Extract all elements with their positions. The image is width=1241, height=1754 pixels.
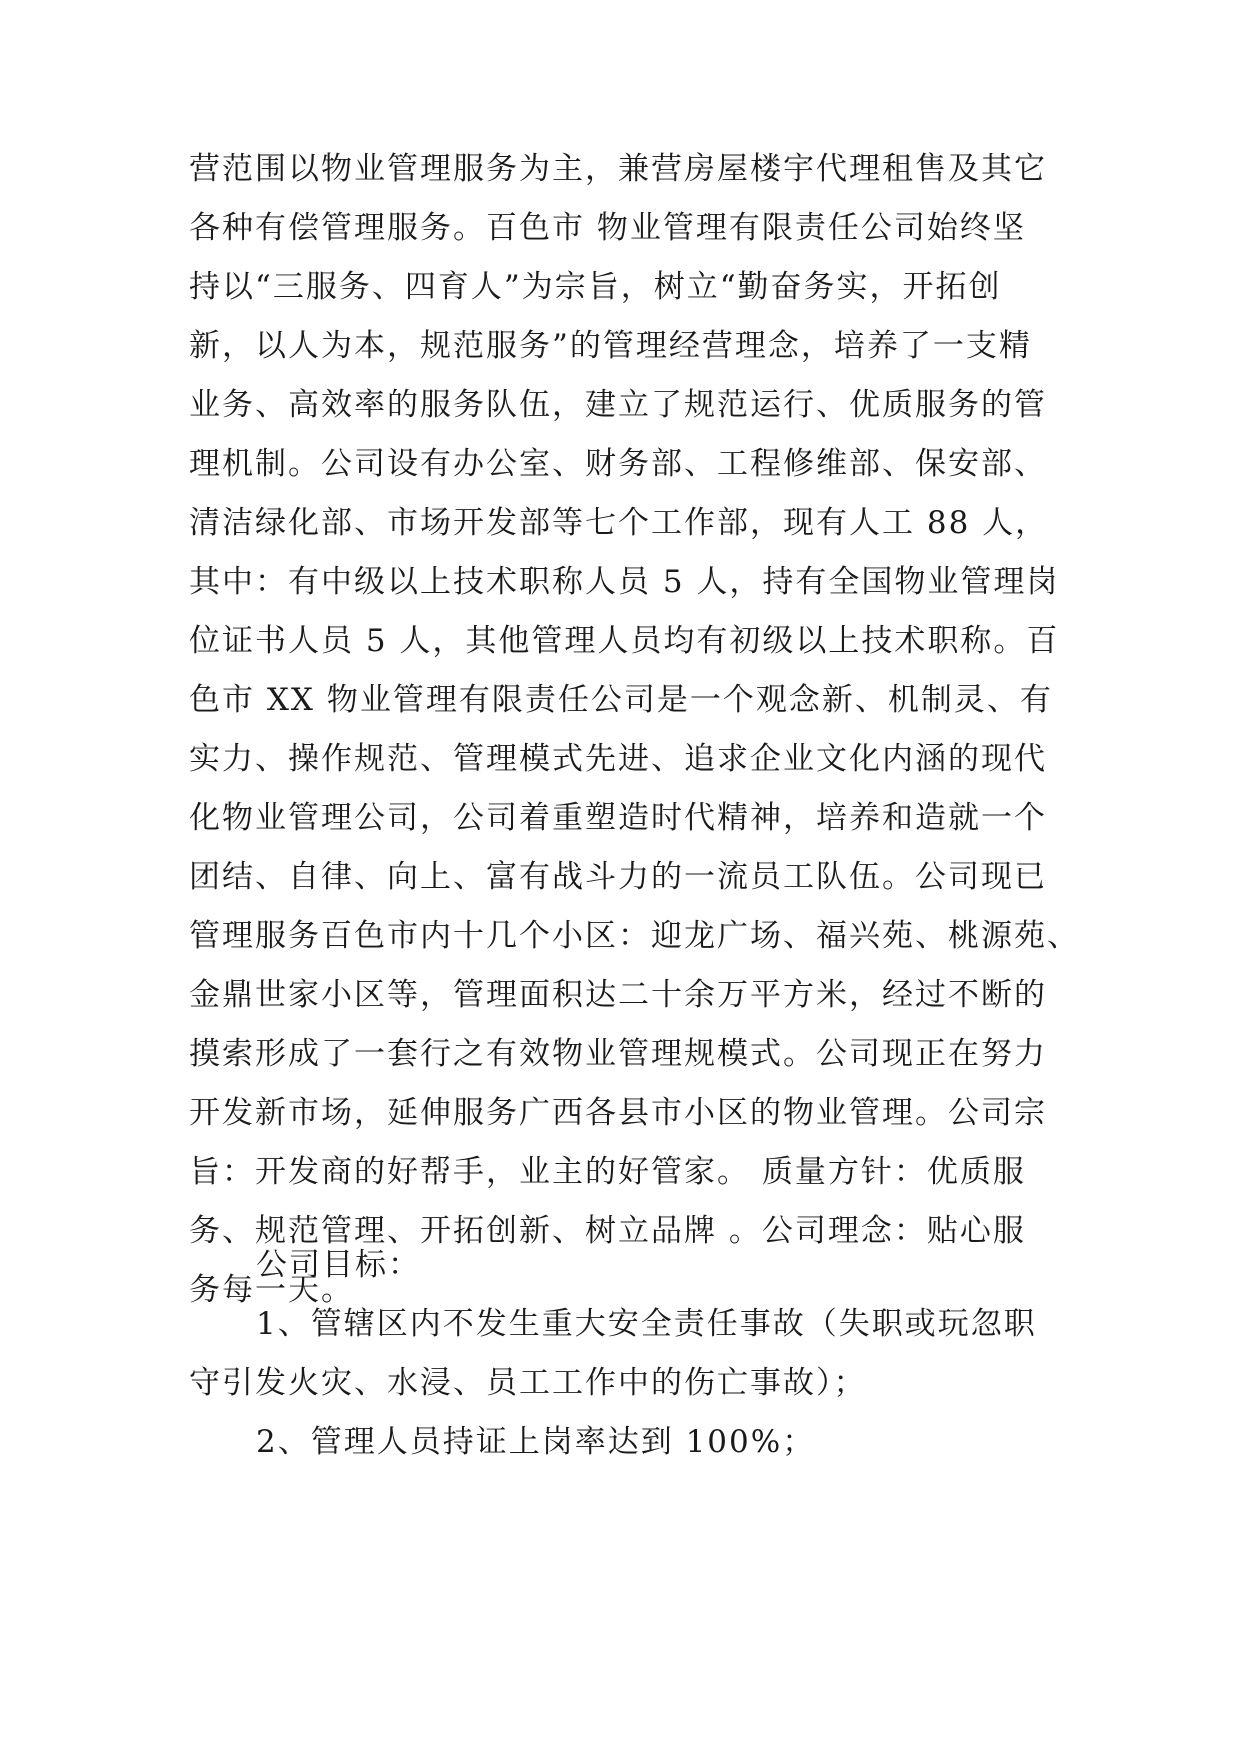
goal-line: 2、管理人员持证上岗率达到 100%； <box>256 1424 816 1460</box>
paragraph-line: 化物业管理公司，公司着重塑造时代精神，培养和造就一个 <box>189 800 1047 836</box>
paragraph-line: 各种有偿管理服务。百色市 物业管理有限责任公司始终坚 <box>189 210 1026 246</box>
paragraph-line: 旨：开发商的好帮手，业主的好管家。 质量方针：优质服 <box>189 1154 1026 1190</box>
goals-section <box>189 1236 1069 1295</box>
paragraph-line: 位证书人员 5 人，其他管理人员均有初级以上技术职称。百 <box>189 623 1060 659</box>
goal-item-2 <box>189 1413 1069 1472</box>
paragraph-line: 色市 XX 物业管理有限责任公司是一个观念新、机制灵、有 <box>189 682 1053 718</box>
goal-line: 1、管辖区内不发生重大安全责任事故（失职或玩忽职 <box>256 1306 1037 1342</box>
paragraph-line: 持以“三服务、四育人”为宗旨，树立“勤奋务实，开拓创 <box>189 269 1002 305</box>
goals-heading: 公司目标： <box>256 1247 421 1283</box>
paragraph-line: 摸索形成了一套行之有效物业管理规模式。公司现正在努力 <box>189 1036 1047 1072</box>
paragraph-line: 开发新市场，延伸服务广西各县市小区的物业管理。公司宗 <box>189 1095 1047 1131</box>
paragraph-line: 理机制。公司设有办公室、财务部、工程修维部、保安部、 <box>189 446 1047 482</box>
paragraph-line: 其中：有中级以上技术职称人员 5 人，持有全国物业管理岗 <box>189 564 1060 600</box>
paragraph-line: 业务、高效率的服务队伍，建立了规范运行、优质服务的管 <box>189 387 1047 423</box>
paragraph-line: 清洁绿化部、市场开发部等七个工作部，现有人工 88 人， <box>189 505 1049 541</box>
paragraph-line: 管理服务百色市内十几个小区：迎龙广场、福兴苑、桃源苑、 <box>189 918 1080 954</box>
goal-line: 守引发火灾、水浸、员工工作中的伤亡事故）； <box>189 1365 867 1401</box>
paragraph-line: 营范围以物业管理服务为主，兼营房屋楼宇代理租售及其它 <box>189 151 1047 187</box>
paragraph-line: 务每一天。 <box>189 1272 354 1308</box>
paragraph-line: 实力、操作规范、管理模式先进、追求企业文化内涵的现代 <box>189 741 1047 777</box>
paragraph-line: 务、规范管理、开拓创新、树立品牌 。公司理念：贴心服 <box>189 1213 1026 1249</box>
goal-item-1 <box>189 1295 1069 1413</box>
paragraph-line: 金鼎世家小区等，管理面积达二十余万平方米，经过不断的 <box>189 977 1047 1013</box>
intro-paragraph <box>189 140 1080 1320</box>
paragraph-line: 新，以人为本，规范服务”的管理经营理念，培养了一支精 <box>189 328 1032 364</box>
paragraph-line: 团结、自律、向上、富有战斗力的一流员工队伍。公司现已 <box>189 859 1047 895</box>
